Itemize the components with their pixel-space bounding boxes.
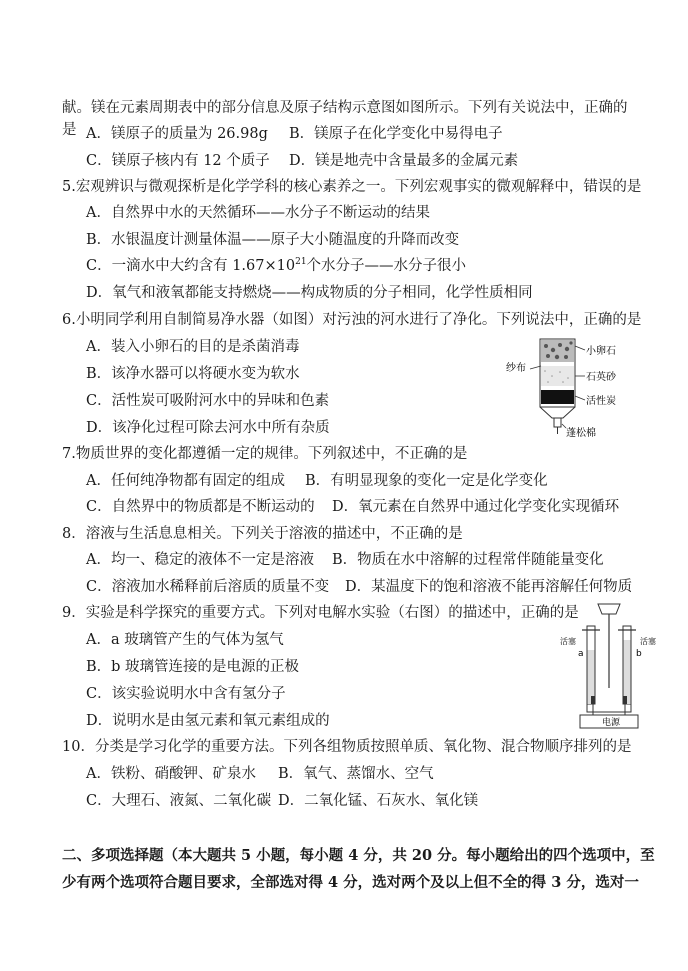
q8-option-a: A．均一、稳定的液体不一定是溶液 — [86, 552, 314, 568]
q7-option-b: B．有明显现象的变化一定是化学变化 — [305, 473, 548, 489]
label-carbon: 活性炭 — [586, 396, 616, 407]
q7-option-a: A．任何纯净物都有固定的组成 — [86, 473, 285, 489]
q6-option-d: D．该净化过程可除去河水中所有杂质 — [86, 420, 330, 436]
label-cotton: 蓬松棉 — [566, 428, 596, 438]
q7-option-d: D．氧元素在自然界中通过化学变化实现循环 — [332, 499, 620, 515]
q4-option-c: C．镁原子核内有 12 个质子 — [86, 153, 270, 169]
q10-stem: 10．分类是学习化学的重要方法。下列各组物质按照单质、氧化物、混合物顺序排列的是 — [62, 739, 632, 755]
label-tube-b: b — [636, 649, 642, 659]
q8-option-b: B．物质在水中溶解的过程常伴随能量变化 — [332, 552, 604, 568]
q4-option-a: A．镁原子的质量为 26.98g — [86, 126, 268, 142]
label-valve-right: 活塞 — [640, 637, 656, 646]
q10-option-a: A．铁粉、硝酸钾、矿泉水 — [86, 766, 256, 782]
section2-heading-line2: 少有两个选项符合题目要求，全部选对得 4 分，选对两个及以上但不全的得 3 分，选对一 — [62, 874, 639, 891]
q7-option-c: C．自然界中的物质都是不断运动的 — [86, 499, 315, 515]
q4-option-b: B．镁原子在化学变化中易得电子 — [289, 126, 503, 142]
q9-option-a: A．a 玻璃管产生的气体为氢气 — [86, 632, 284, 648]
q5-option-b: B．水银温度计测量体温——原子大小随温度的升降而改变 — [86, 232, 460, 248]
q6-option-b: B．该净水器可以将硬水变为软水 — [86, 366, 300, 382]
q6-stem: 6.小明同学利用自制简易净水器（如图）对污浊的河水进行了净化。下列说法中，正确的是 — [62, 312, 642, 328]
label-tube-a: a — [578, 649, 584, 659]
section2-heading-line1: 二、多项选择题（本大题共 5 小题，每小题 4 分，共 20 分。每小题给出的四个选项中，至 — [62, 847, 655, 864]
q5c-text-pre: C．一滴水中大约含有 1.67×10 — [86, 258, 296, 274]
q8-option-c: C．溶液加水稀释前后溶质的质量不变 — [86, 579, 330, 595]
q9-option-d: D．说明水是由氢元素和氧元素组成的 — [86, 713, 330, 729]
q6-option-c: C．活性炭可吸附河水中的异味和色素 — [86, 393, 330, 409]
label-pebble: 小卵石 — [586, 346, 616, 357]
q8-stem: 8．溶液与生活息息相关。下列关于溶液的描述中，不正确的是 — [62, 526, 463, 542]
electrolysis-figure — [560, 600, 670, 730]
label-sand: 石英砂 — [586, 372, 616, 383]
q10-option-c: C．大理石、液氮、二氧化碳 — [86, 793, 272, 809]
q8-option-d: D．某温度下的饱和溶液不能再溶解任何物质 — [345, 579, 633, 595]
water-filter-figure — [500, 336, 650, 438]
q7-stem: 7.物质世界的变化都遵循一定的规律。下列叙述中，不正确的是 — [62, 446, 468, 462]
q5c-text-post: 个水分子——水分子很小 — [306, 258, 467, 274]
carbon-layer — [541, 390, 574, 404]
line-2: 是 — [62, 122, 77, 138]
q5c-exponent: 21 — [295, 257, 307, 268]
label-gauze: 纱布 — [506, 363, 526, 374]
q5-option-d: D．氧气和液氧都能支持燃烧——构成物质的分子相同，化学性质相同 — [86, 285, 533, 301]
q5-stem: 5.宏观辨识与微观探析是化学学科的核心素养之一。下列宏观事实的微观解释中，错误的是 — [62, 179, 642, 195]
q10-option-d: D．二氧化锰、石灰水、氧化镁 — [278, 793, 479, 809]
q4-option-d: D．镁是地壳中含量最多的金属元素 — [289, 153, 519, 169]
q9-stem: 9．实验是科学探究的重要方式。下列对电解水实验（右图）的描述中，正确的是 — [62, 605, 579, 621]
sand-layer — [541, 366, 574, 386]
q10-option-b: B．氧气、蒸馏水、空气 — [278, 766, 434, 782]
q5-option-a: A．自然界中水的天然循环——水分子不断运动的结果 — [86, 205, 430, 221]
q9-option-b: B．b 玻璃管连接的是电源的正极 — [86, 659, 300, 675]
q5-option-c — [86, 256, 466, 276]
line-1: 献。镁在元素周期表中的部分信息及原子结构示意图如图所示。下列有关说法中，正确的 — [62, 100, 628, 116]
q6-option-a: A．装入小卵石的目的是杀菌消毒 — [86, 339, 300, 355]
q9-option-c: C．该实验说明水中含有氢分子 — [86, 686, 286, 702]
label-power: 电源 — [602, 718, 621, 728]
label-valve-left: 活塞 — [560, 637, 576, 646]
